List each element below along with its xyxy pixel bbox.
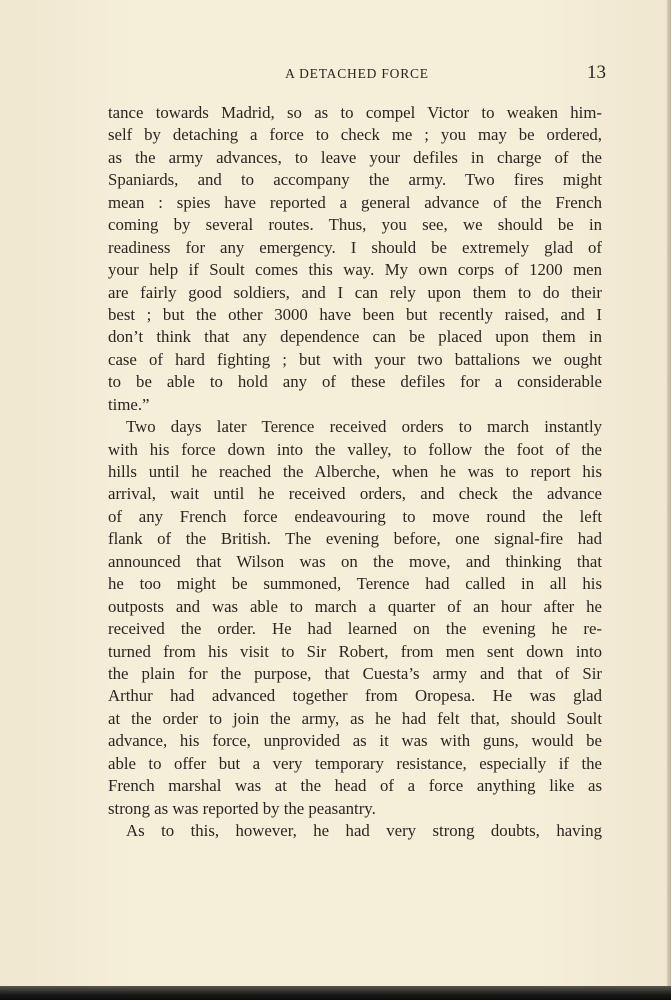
text-line: announced that Wilson was on the move, and thinking that: [108, 551, 602, 571]
text-line: best ; but the other 3000 have been but recently raised, and I: [108, 304, 602, 324]
text-line: Arthur had advanced together from Oropesa. He was glad: [108, 686, 602, 706]
text-line: are fairly good soldiers, and I can rely upon them to do their: [108, 282, 602, 302]
text-line: to be able to hold any of these defiles for a considerable: [108, 372, 602, 392]
text-line: don’t think that any dependence can be placed upon them in: [108, 327, 602, 347]
text-line: Two days later Terence received orders to march instantly: [126, 417, 602, 437]
page-edge: [667, 0, 671, 1000]
text-line: As to this, however, he had very strong doubts, having: [126, 821, 602, 840]
text-line: readiness for any emergency. I should be extremely glad of: [108, 237, 602, 257]
text-line: received the order. He had learned on the evening he re-: [108, 619, 602, 639]
text-line: mean : spies have reported a general advance of the French: [108, 192, 602, 212]
text-line: your help if Soult comes this way. My own corps of 1200 men: [108, 260, 602, 280]
text-line: arrival, wait until he received orders, and check the advance: [108, 484, 602, 504]
page-number: 13: [587, 62, 606, 83]
text-line: he too might be summoned, Terence had called in all his: [108, 574, 602, 594]
page-header: [108, 62, 606, 86]
text-line: hills until he reached the Alberche, when he was to report his: [108, 462, 602, 481]
running-title: A DETACHED FORCE: [285, 66, 429, 81]
text-line: Spaniards, and to accompany the army. Two fires might: [108, 170, 602, 190]
text-line: outposts and was able to march a quarter of an hour after he: [108, 596, 602, 616]
text-line: at the order to join the army, as he had felt that, should Soult: [108, 708, 602, 728]
text-line: the plain for the purpose, that Cuesta’s army and that of Sir: [108, 663, 602, 683]
text-line: tance towards Madrid, so as to compel Victor to weaken him-: [108, 103, 602, 122]
text-line: case of hard fighting ; but with your two battalions we ought: [108, 349, 602, 369]
text-line: of any French force endeavouring to move round the left: [108, 506, 602, 526]
text-line: French marshal was at the head of a force anything like as: [108, 776, 602, 796]
text-line: able to offer but a very temporary resistance, especially if the: [108, 753, 602, 773]
scan-bottom-border: [0, 986, 671, 1000]
text-line: with his force down into the valley, to follow the foot of the: [108, 439, 602, 459]
text-line: flank of the British. The evening before, one signal-fire had: [108, 529, 602, 549]
text-line: strong as was reported by the peasantry.: [108, 798, 376, 818]
text-line: turned from his visit to Sir Robert, from men sent down into: [108, 641, 602, 661]
text-line: advance, his force, unprovided as it was with guns, would be: [108, 731, 602, 751]
body-text: [108, 102, 602, 842]
text-line: as the army advances, to leave your defiles in charge of the: [108, 147, 602, 167]
text-line: coming by several routes. Thus, you see, we should be in: [108, 215, 602, 235]
text-line: self by detaching a force to check me ; you may be ordered,: [108, 125, 602, 145]
text-line: time.”: [108, 394, 150, 414]
